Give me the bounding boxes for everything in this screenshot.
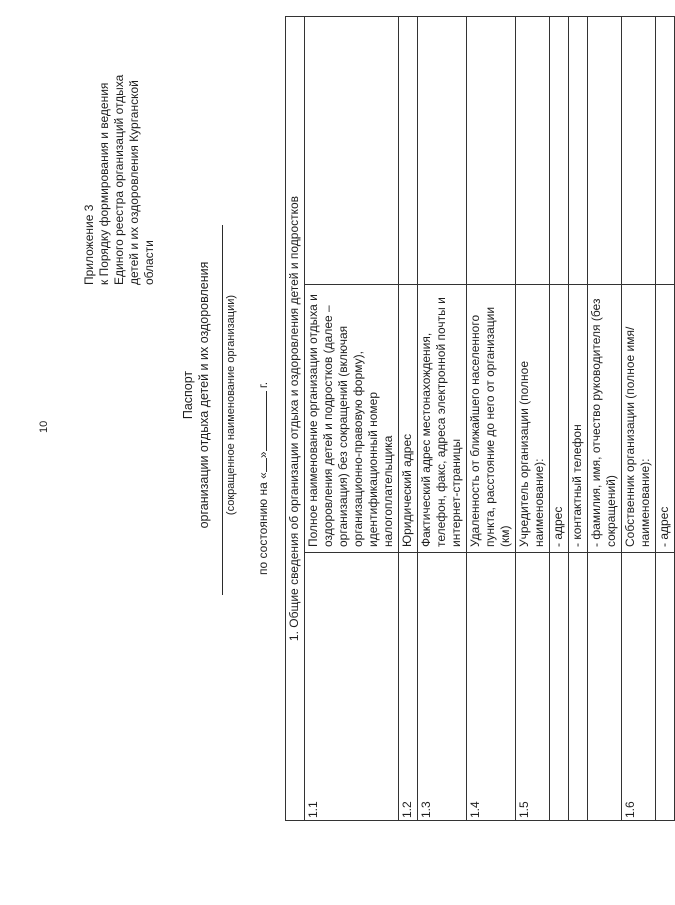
title-line: Паспорт	[181, 370, 195, 420]
appendix-note	[82, 45, 157, 285]
row-label: - фамилия, имя, отчество руководителя (без сокращений)	[588, 285, 622, 553]
row-value-cell	[305, 17, 399, 285]
page-number: 10	[38, 420, 50, 433]
row-label: Юридический адрес	[399, 285, 418, 553]
section-heading: 1. Общие сведения об организации отдыха и оздоровления детей и подростков	[286, 17, 305, 821]
day-blank	[254, 458, 267, 472]
month-year-blank	[254, 391, 267, 451]
row-value-cell	[418, 17, 467, 285]
blank-caption: (сокращенное наименование организации)	[225, 294, 237, 516]
row-value-cell	[467, 17, 516, 285]
row-number: 1.2	[399, 553, 418, 821]
row-number: 1.4	[467, 553, 516, 821]
row-label: - контактный телефон	[569, 285, 588, 553]
table-row	[305, 17, 399, 821]
table-row	[622, 17, 656, 821]
row-label: Собственник организации (полное имя/наименование):	[622, 285, 656, 553]
row-value-cell	[656, 17, 675, 285]
row-number: 1.5	[516, 553, 550, 821]
as-of-prefix: по состоянию на «	[256, 472, 270, 575]
table-row	[569, 17, 588, 821]
as-of-middle: »	[256, 451, 270, 459]
title-line: организации отдыха детей и их оздоровления	[197, 261, 211, 529]
table-row	[467, 17, 516, 821]
as-of-date	[254, 382, 270, 575]
row-number: 1.6	[622, 553, 656, 821]
row-value-cell	[588, 17, 622, 285]
table-row	[516, 17, 550, 821]
row-value-cell	[399, 17, 418, 285]
as-of-suffix: г.	[256, 381, 270, 389]
table-row	[588, 17, 622, 821]
row-value-cell	[550, 17, 569, 285]
organization-name-blank	[222, 225, 223, 595]
row-label: Учредитель организации (полное наименование):	[516, 285, 550, 553]
table-row	[399, 17, 418, 821]
table-row	[418, 17, 467, 821]
row-number	[656, 553, 675, 821]
row-label: - адрес	[550, 285, 569, 553]
row-label: Фактический адрес местонахождения, телефон, факс, адреса электронной почты и интернет-страницы	[418, 285, 467, 553]
row-value-cell	[622, 17, 656, 285]
row-number	[569, 553, 588, 821]
row-number: 1.3	[418, 553, 467, 821]
row-value-cell	[516, 17, 550, 285]
appendix-line: Приложение 3	[82, 204, 96, 285]
appendix-line: к Порядку формирования и ведения	[97, 82, 111, 285]
row-label: - адрес	[656, 285, 675, 553]
row-number	[550, 553, 569, 821]
appendix-line: Единого реестра организаций отдыха	[112, 74, 126, 285]
table-row	[550, 17, 569, 821]
row-number: 1.1	[305, 553, 399, 821]
table-row	[656, 17, 675, 821]
row-label: Удаленность от ближайшего населенного пункта, расстояние до него от организации (км)	[467, 285, 516, 553]
appendix-line: области	[142, 240, 156, 285]
row-label: Полное наименование организации отдыха и оздоровления детей и подростков (далее – организация) без сокращений (включая организационно-правовую форму), идентификационный номер налогоплательщика	[305, 285, 399, 553]
appendix-line: детей и их оздоровления Курганской	[127, 80, 141, 285]
passport-table	[285, 16, 675, 821]
row-value-cell	[569, 17, 588, 285]
row-number	[588, 553, 622, 821]
section-row	[286, 17, 305, 821]
document-title	[180, 185, 212, 605]
